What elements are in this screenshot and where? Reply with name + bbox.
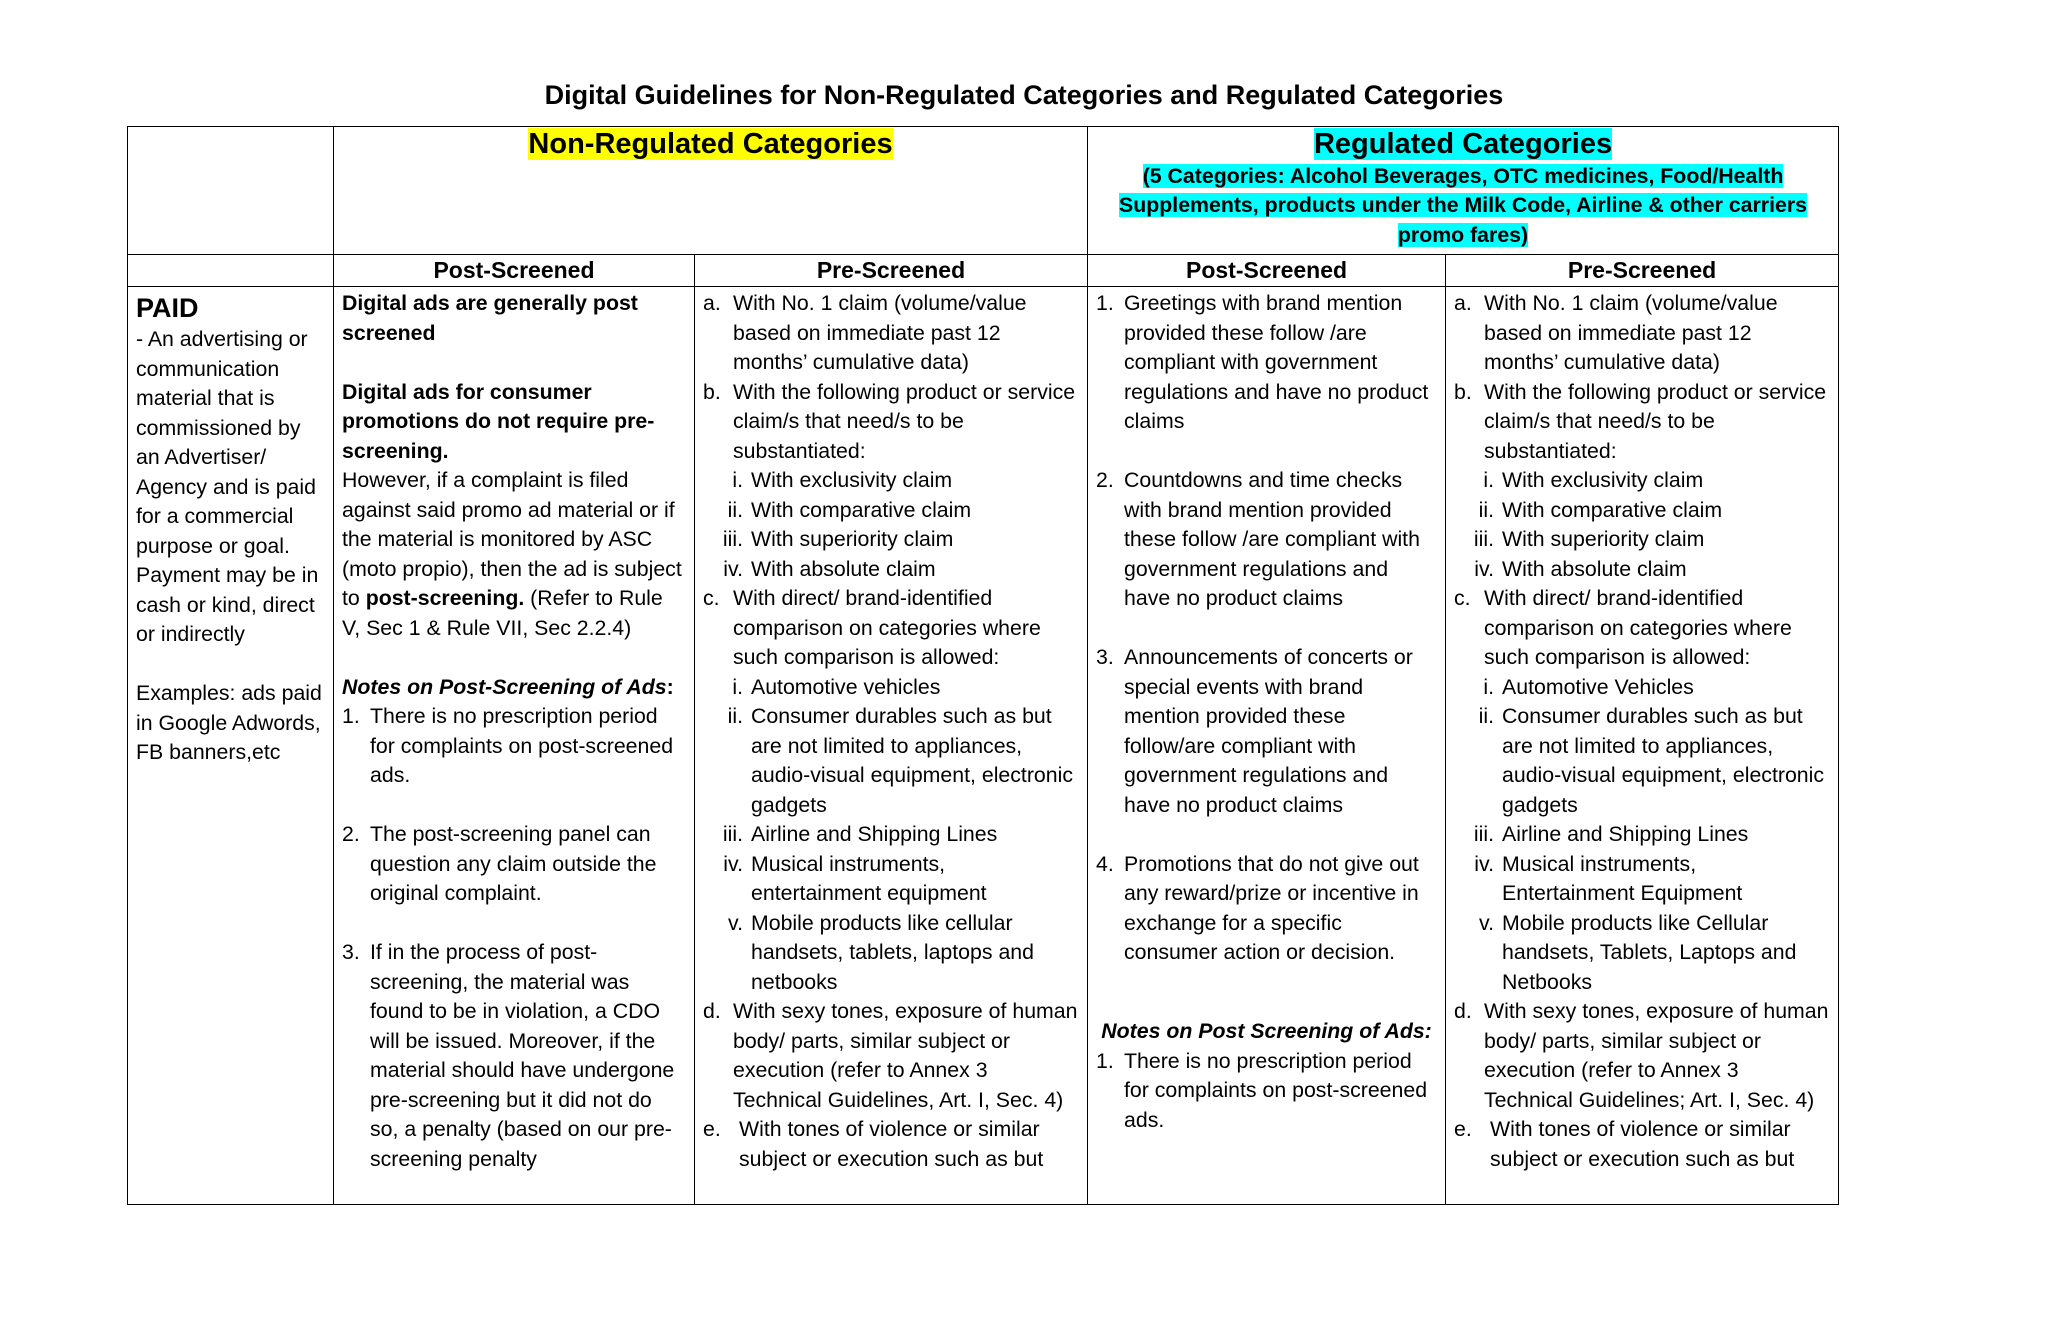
paid-cell <box>128 287 334 1205</box>
list-subitem: iv. With absolute claim <box>723 556 936 581</box>
reg-pre-cell <box>1446 287 1839 1205</box>
list-subitem: iii. Airline and Shipping Lines <box>722 822 998 846</box>
paid-title: PAID <box>136 293 199 323</box>
reg-post-screened-header: Post-Screened <box>1088 255 1446 287</box>
list-subitem: iii. Airline and Shipping Lines <box>1473 822 1749 846</box>
list-item: d. With sexy tones, exposure of human body/ parts, similar subject or execution (refer to Annex 3 Technical Guidelines; Art. I, Sec. 4) <box>1454 999 1829 1112</box>
list-item: 4. Promotions that do not give out any reward/prize or incentive in exchange for a specific consumer action or decision. <box>1096 851 1419 964</box>
list-subitem: ii. With comparative claim <box>727 497 972 522</box>
list-subitem: v. Mobile products like cellular handsets, tablets, laptops and netbooks <box>728 910 1034 994</box>
list-subitem: i. With exclusivity claim <box>1483 468 1704 492</box>
list-subitem: i. Automotive vehicles <box>732 674 941 699</box>
paid-description: - An advertising or communication material that is commissioned by an Advertiser/ Agency and is paid for a commercial purpose or goal. Payment may be in cash or kind, direct or indirectly <box>136 327 319 646</box>
list-subitem: iv. Musical instruments, entertainment equipment <box>723 851 987 905</box>
list-subitem: ii. With comparative claim <box>1478 497 1723 522</box>
regulated-title: Regulated Categories <box>1313 128 1613 160</box>
list-subitem: i. Automotive Vehicles <box>1483 674 1694 699</box>
list-item: 3. Announcements of concerts or special events with brand mention provided these follow/are compliant with government regulations and have no product claims <box>1096 645 1413 817</box>
list-item: e. With tones of violence or similar subject or execution such as but <box>703 1117 1044 1171</box>
guidelines-table <box>127 126 1839 1205</box>
nonreg-post-para-3: However, if a complaint is filed against said promo ad material or if the material is monitored by ASC (moto propio), then the ad is subject to post-screening. (Refer to Rule V, Sec 1 & Rule VII, Sec 2.2.4) <box>342 468 682 640</box>
list-item: c. With direct/ brand-identified comparison on categories where such comparison is allowed: <box>703 586 1041 669</box>
list-item: 2. Countdowns and time checks with brand mention provided these follow /are compliant with government regulations and have no product claims <box>1096 468 1420 610</box>
list-item: d. With sexy tones, exposure of human body/ parts, similar subject or execution (refer to Annex 3 Technical Guidelines, Art. I, Sec. 4) <box>703 999 1078 1112</box>
list-subitem: iii. With superiority claim <box>1473 527 1705 551</box>
list-item: 1. There is no prescription period for complaints on post-screened ads. <box>342 704 674 787</box>
list-item: c. With direct/ brand-identified comparison on categories where such comparison is allowed: <box>1454 586 1792 669</box>
non-regulated-header <box>334 127 1088 255</box>
regulated-header <box>1088 127 1839 255</box>
list-item: a. With No. 1 claim (volume/value based on immediate past 12 months’ cumulative data) <box>703 291 1027 374</box>
list-subitem: v. Mobile products like Cellular handsets, Tablets, Laptops and Netbooks <box>1479 910 1797 994</box>
nonreg-pre-cell <box>695 287 1088 1205</box>
list-item: e. With tones of violence or similar subject or execution such as but <box>1454 1117 1795 1171</box>
paid-row <box>128 287 1839 1205</box>
list-subitem: i. With exclusivity claim <box>732 468 953 492</box>
screening-header-row <box>128 255 1839 287</box>
list-item: b. With the following product or service claim/s that need/s to be substantiated: <box>1454 379 1827 463</box>
nonreg-post-screened-header: Post-Screened <box>334 255 695 287</box>
list-item: 3. If in the process of post-screening, the material was found to be in violation, a CDO will be issued. Moreover, if the material should have undergone pre-screening but it did not do so, a penalty (based on our pre-screening penalty <box>342 940 675 1171</box>
document-title: Digital Guidelines for Non-Regulated Categories and Regulated Categories <box>544 80 1504 110</box>
list-item: a. With No. 1 claim (volume/value based on immediate past 12 months’ cumulative data) <box>1454 291 1778 374</box>
list-item: 2. The post-screening panel can question any claim outside the original complaint. <box>342 822 657 905</box>
non-regulated-title: Non-Regulated Categories <box>528 128 893 160</box>
list-subitem: ii. Consumer durables such as but are not limited to appliances, audio-visual equipment, electronic gadgets <box>727 704 1074 817</box>
corner-cell-2 <box>128 255 334 287</box>
category-header-row <box>128 127 1839 255</box>
list-item: 1. Greetings with brand mention provided these follow /are compliant with government regulations and have no product claims <box>1096 291 1429 433</box>
nonreg-post-para-1: Digital ads are generally post screened <box>342 291 638 345</box>
list-subitem: iii. With superiority claim <box>722 527 954 551</box>
nonreg-post-para-2: Digital ads for consumer promotions do not require pre-screening. <box>342 379 655 463</box>
corner-cell <box>128 127 334 255</box>
reg-pre-screened-header: Pre-Screened <box>1446 255 1839 287</box>
reg-post-cell <box>1088 287 1446 1205</box>
list-subitem: iv. Musical instruments, Entertainment Equipment <box>1474 851 1743 905</box>
list-item: b. With the following product or service claim/s that need/s to be substantiated: <box>703 379 1076 463</box>
nonreg-post-notes-title: Notes on Post-Screening of Ads: <box>342 674 674 699</box>
nonreg-post-cell <box>334 287 695 1205</box>
reg-post-notes-title: Notes on Post Screening of Ads: <box>1101 1019 1432 1043</box>
list-subitem: iv. With absolute claim <box>1474 556 1687 581</box>
list-subitem: ii. Consumer durables such as but are not limited to appliances, audio-visual equipment, electronic gadgets <box>1478 704 1825 817</box>
list-item: 1. There is no prescription period for complaints on post-screened ads. <box>1096 1048 1428 1132</box>
paid-examples: Examples: ads paid in Google Adwords, FB banners,etc <box>136 681 322 764</box>
regulated-categories-list: (5 Categories: Alcohol Beverages, OTC medicines, Food/Health Supplements, products under the Milk Code, Airline & other carriers promo fares) <box>1119 163 1807 247</box>
nonreg-pre-screened-header: Pre-Screened <box>695 255 1088 287</box>
